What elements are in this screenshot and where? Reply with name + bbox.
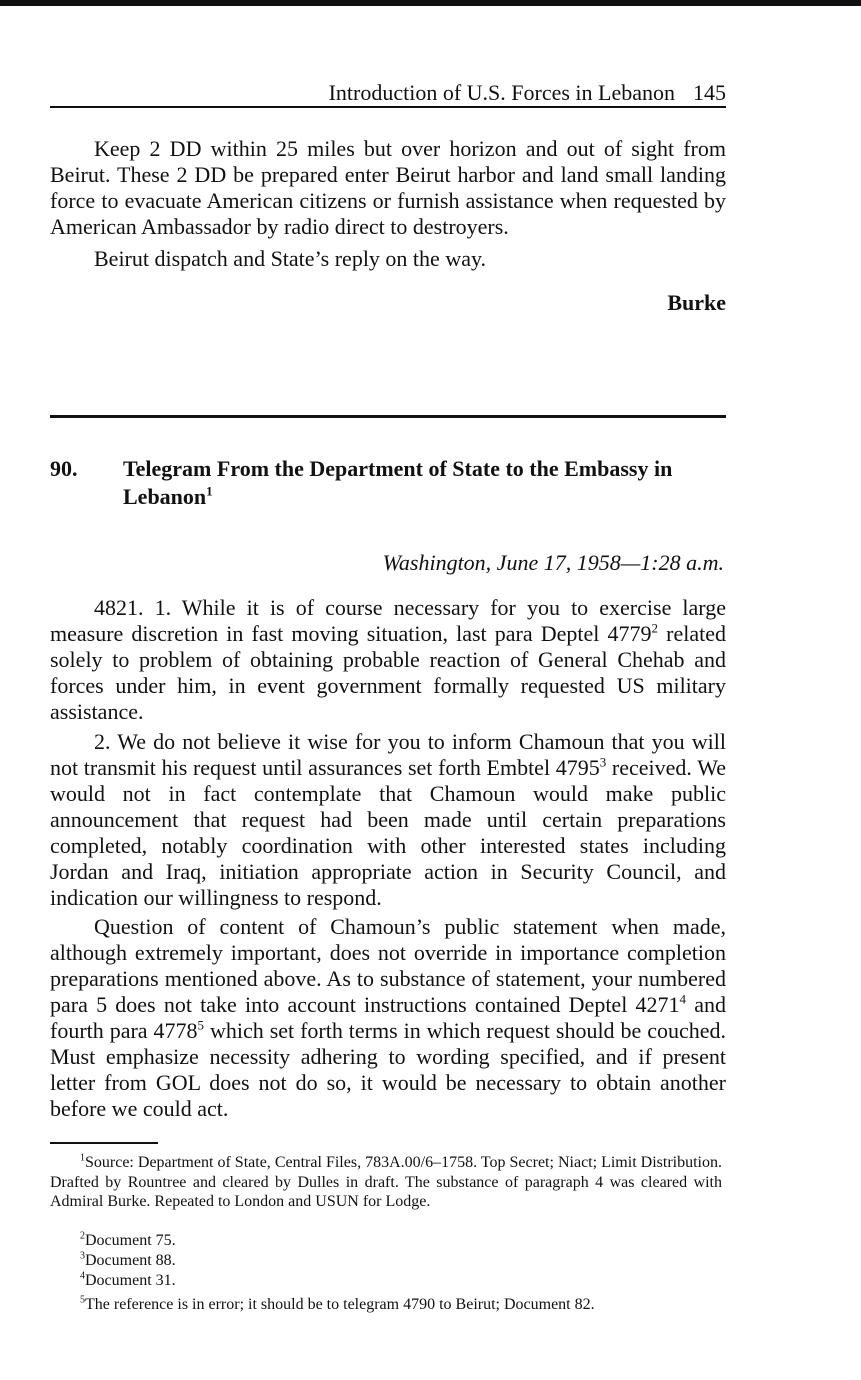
document-title <box>123 455 723 511</box>
footnote-5: $^5$The reference is in error; it should be to telegram 4790 to Beirut; Document 82. <box>80 1294 595 1313</box>
document-number: 90. <box>50 456 78 481</box>
footnote-4: $^4$Document 31. <box>80 1270 176 1289</box>
prev-doc-paragraph-1: Keep 2 DD within 25 miles but over horizon and out of sight from Beirut. These 2 DD be prepared enter Beirut harbor and land small landing force to evacuate American citizens or furnish assistance when requested by American Ambassador by radio direct to destroyers. <box>50 136 726 239</box>
page-number: 145 <box>693 80 726 105</box>
body-paragraph-2: 2. We do not believe it wise for you to inform Chamoun that you will not transmit his request until assurances set forth Embtel 4795$^3$ received. We would not in fact contemplate that Chamoun would make public announcement that request had been made until certain preparations completed, notably coordination with other interested states including Jordan and Iraq, initiation appropriate action in Security Council, and indication our willingness to respond. <box>50 729 726 910</box>
footnote-ref-2[interactable]: 2 <box>651 620 659 636</box>
footnote-separator <box>50 1142 158 1144</box>
footnote-ref-1[interactable]: 1 <box>206 483 213 499</box>
footnote-2: $^2$Document 75. <box>80 1230 176 1249</box>
dateline: Washington, June 17, 1958—1:28 a.m. <box>382 550 724 575</box>
footnote-ref-4[interactable]: 4 <box>679 991 687 1007</box>
body-paragraph-1: 4821. 1. While it is of course necessary for you to exercise large measure discretion in fast moving situation, last para Deptel 4779$^2$ related solely to problem of obtaining probable reaction of General Chehab and forces under him, in event government formally requested US military assistance. <box>50 595 726 724</box>
signature: Burke <box>667 290 726 315</box>
footnote-ref-3[interactable]: 3 <box>599 754 607 770</box>
document-title-text: Telegram From the Department of State to the Embassy in Lebanon <box>123 456 673 509</box>
running-header <box>50 80 726 108</box>
scan-edge-bar <box>0 0 861 6</box>
footnote-3: $^3$Document 88. <box>80 1250 176 1269</box>
footnote-1: $^1$Source: Department of State, Central Files, 783A.00/6–1758. Top Secret; Niact; Limit Distribution. Drafted by Rountree and cleared by Dulles in draft. The substance of paragraph 4 was cleared with Admiral Burke. Repeated to London and USUN for Lodge. <box>50 1152 722 1210</box>
running-title: Introduction of U.S. Forces in Lebanon <box>328 80 675 105</box>
footnote-ref-5[interactable]: 5 <box>197 1017 205 1033</box>
document-separator <box>50 415 726 418</box>
prev-doc-paragraph-2: Beirut dispatch and State’s reply on the way. <box>94 246 487 271</box>
body-paragraph-3: Question of content of Chamoun’s public statement when made, although extremely important, does not override in importance completion preparations mentioned above. As to substance of statement, your numbered para 5 does not take into account instructions contained Deptel 4271$^4$ and fourth para 4778$^5$ which set forth terms in which request should be couched. Must emphasize necessity adhering to wording specified, and if present letter from GOL does not do so, it would be necessary to obtain another before we could act. <box>50 914 727 1121</box>
